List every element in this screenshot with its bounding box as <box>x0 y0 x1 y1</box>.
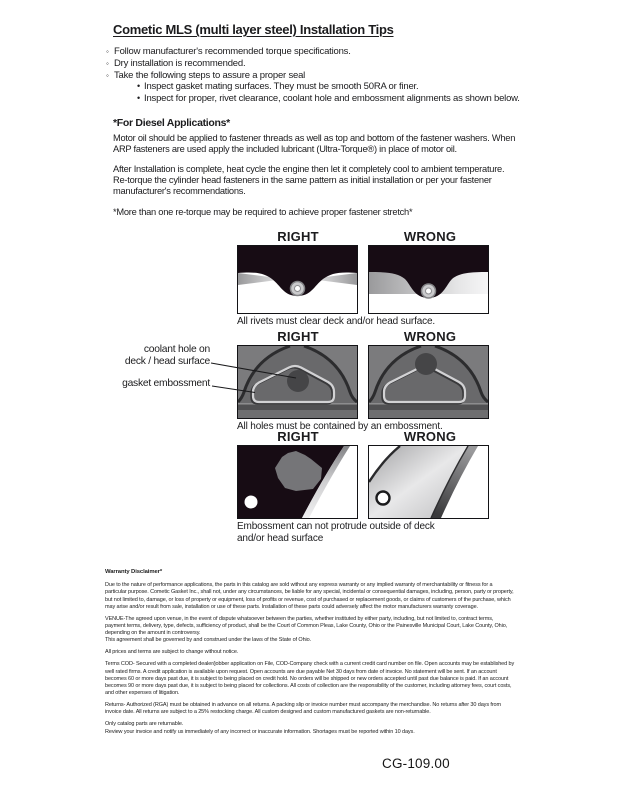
retorque-note: *More than one re-torque may be required to achieve proper fastener stretch* <box>113 206 413 217</box>
warranty-paragraph: Review your invoice and notify us immediately of any incorrect or inaccurate information. Shortages must be reported within 10 days. <box>105 728 415 735</box>
rivet-right-diagram <box>237 245 358 314</box>
tip-text: Inspect for proper, rivet clearance, coolant hole and embossment alignments as shown below. <box>144 93 520 105</box>
protrusion-wrong-diagram <box>368 445 489 519</box>
figure-hole-embossment <box>237 329 491 433</box>
rivet-wrong-diagram <box>368 245 489 314</box>
coolant-hole <box>287 370 309 392</box>
right-label: RIGHT <box>277 229 319 244</box>
tip-text: Take the following steps to assure a proper seal <box>114 69 306 81</box>
figure-annotations <box>110 344 210 389</box>
bullet-icon: ◦ <box>106 47 109 56</box>
hole-wrong-diagram <box>368 345 489 419</box>
diesel-paragraph: After Installation is complete, heat cycle the engine then let it completely cool to ambient temperature. Re-torque the cylinder head fasteners in the same pattern as initial installation or per your fastener manufacturer's recommendations. <box>113 164 505 196</box>
warranty-heading: Warranty Disclaimer* <box>105 569 163 575</box>
bullet-icon: ◦ <box>106 58 109 68</box>
page-number: CG-109.00 <box>382 756 450 771</box>
tip-text: Inspect gasket mating surfaces. They must be smooth 50RA or finer. <box>144 81 419 93</box>
wrong-label: WRONG <box>403 429 457 444</box>
figure-caption: Embossment can not protrude outside of deck and/or head surface <box>237 521 435 544</box>
page-title: Cometic MLS (multi layer steel) Installation Tips <box>113 22 394 37</box>
coolant-hole-label: coolant hole on deck / head surface <box>124 344 210 367</box>
figure-embossment-protrusion <box>237 429 491 544</box>
diesel-applications-section <box>113 118 517 218</box>
sub-bullet-icon: • <box>137 93 140 104</box>
sub-bullet-icon: • <box>137 81 140 92</box>
right-label: RIGHT <box>277 329 319 344</box>
tip-text: Follow manufacturer's recommended torque specifications. <box>114 46 351 57</box>
figure-caption: All holes must be contained by an embossment. <box>237 421 443 432</box>
tip-item <box>106 46 546 58</box>
bolt-hole <box>377 492 390 505</box>
warranty-paragraph: Returns- Authorized (RGA) must be obtained in advance on all returns. A packing slip or invoice number must accompany the merchandise. No returns after 30 days from invoice date. All returns are subject to a 25% restocking charge. All custom designed and custom manufactured gaskets are non-returnable. <box>105 702 501 716</box>
warranty-paragraph: VENUE-The agreed upon venue, in the event of dispute whatsoever between the parties, whether instituted by either party, including, but not limited to, contract terms, payment terms, delivery, type, defects, sufficiency of product, shall be the Court of Common Pleas, Lake County, Ohio or the Painesville Municipal Court, Lake County, Ohio, depending on the amount in controversy. <box>105 615 508 637</box>
bullet-icon: ◦ <box>106 70 109 80</box>
warranty-paragraph: Terms COD- Secured with a completed dealer/jobber application on File, COD-Company check with a current credit card number on file. Open accounts may be established by well rated firms. A credit application is available upon request. Open accounts are due payable Net 30 days from date of invoice. No statement will be sent. If an account becomes 60 or more days past due, it is subject to being placed on credit hold. No orders will be shipped or new orders accepted until past due balance is paid. If an account becomes 90 or more days past due, it is subject to being placed for collections. All costs of collection are the responsibility of the customer, including attorney fees, court costs, and other expenses of litigation. <box>105 661 515 697</box>
protrusion-right-diagram <box>237 445 358 519</box>
diesel-paragraph: Motor oil should be applied to fastener threads as well as top and bottom of the fastener washers. When ARP fasteners are used apply the included lubricant (Ultra-Torque®) in place of motor oil. <box>113 132 516 154</box>
bolt-hole <box>245 496 258 509</box>
warranty-disclaimer-section <box>105 569 515 741</box>
wrong-label: WRONG <box>403 329 457 344</box>
diesel-heading: *For Diesel Applications* <box>113 117 230 129</box>
wrong-label: WRONG <box>403 229 457 244</box>
warranty-paragraph: Only catalog parts are returnable. <box>105 721 184 728</box>
warranty-paragraph: Due to the nature of performance applications, the parts in this catalog are sold without any express warranty or any implied warranty of merchantability or fitness for a particular purpose. Cometic Gasket Inc., shall not, under any circumstances, be liable for any special, incidental or consequential damages, including, person, party or property, but not limited to, damage, or loss of property or equipment, loss of profits or revenue, cost of purchased or replacement goods, or claims of customers of the purchase, which may arise and/or result from sale, installation or use of these parts. Installation of these parts could adversely affect the motor manufacturers warranty coverage. <box>105 582 514 610</box>
gasket-embossment-label: gasket embossment <box>122 377 210 389</box>
figure-caption: All rivets must clear deck and/or head surface. <box>237 316 436 327</box>
installation-tips-list <box>106 46 546 105</box>
tip-text: Dry installation is recommended. <box>114 57 246 69</box>
sub-tip-item <box>106 81 546 93</box>
warranty-paragraph: This agreement shall be governed by and construed under the laws of the State of Ohio. <box>105 637 312 644</box>
sub-tip-item <box>106 93 546 105</box>
tip-item <box>106 70 546 82</box>
hole-right-diagram <box>237 345 358 419</box>
warranty-paragraph: All prices and terms are subject to change without notice. <box>105 649 239 656</box>
right-label: RIGHT <box>277 429 319 444</box>
figure-rivet-clearance <box>237 229 491 328</box>
coolant-hole <box>415 353 437 375</box>
tip-item <box>106 58 546 70</box>
